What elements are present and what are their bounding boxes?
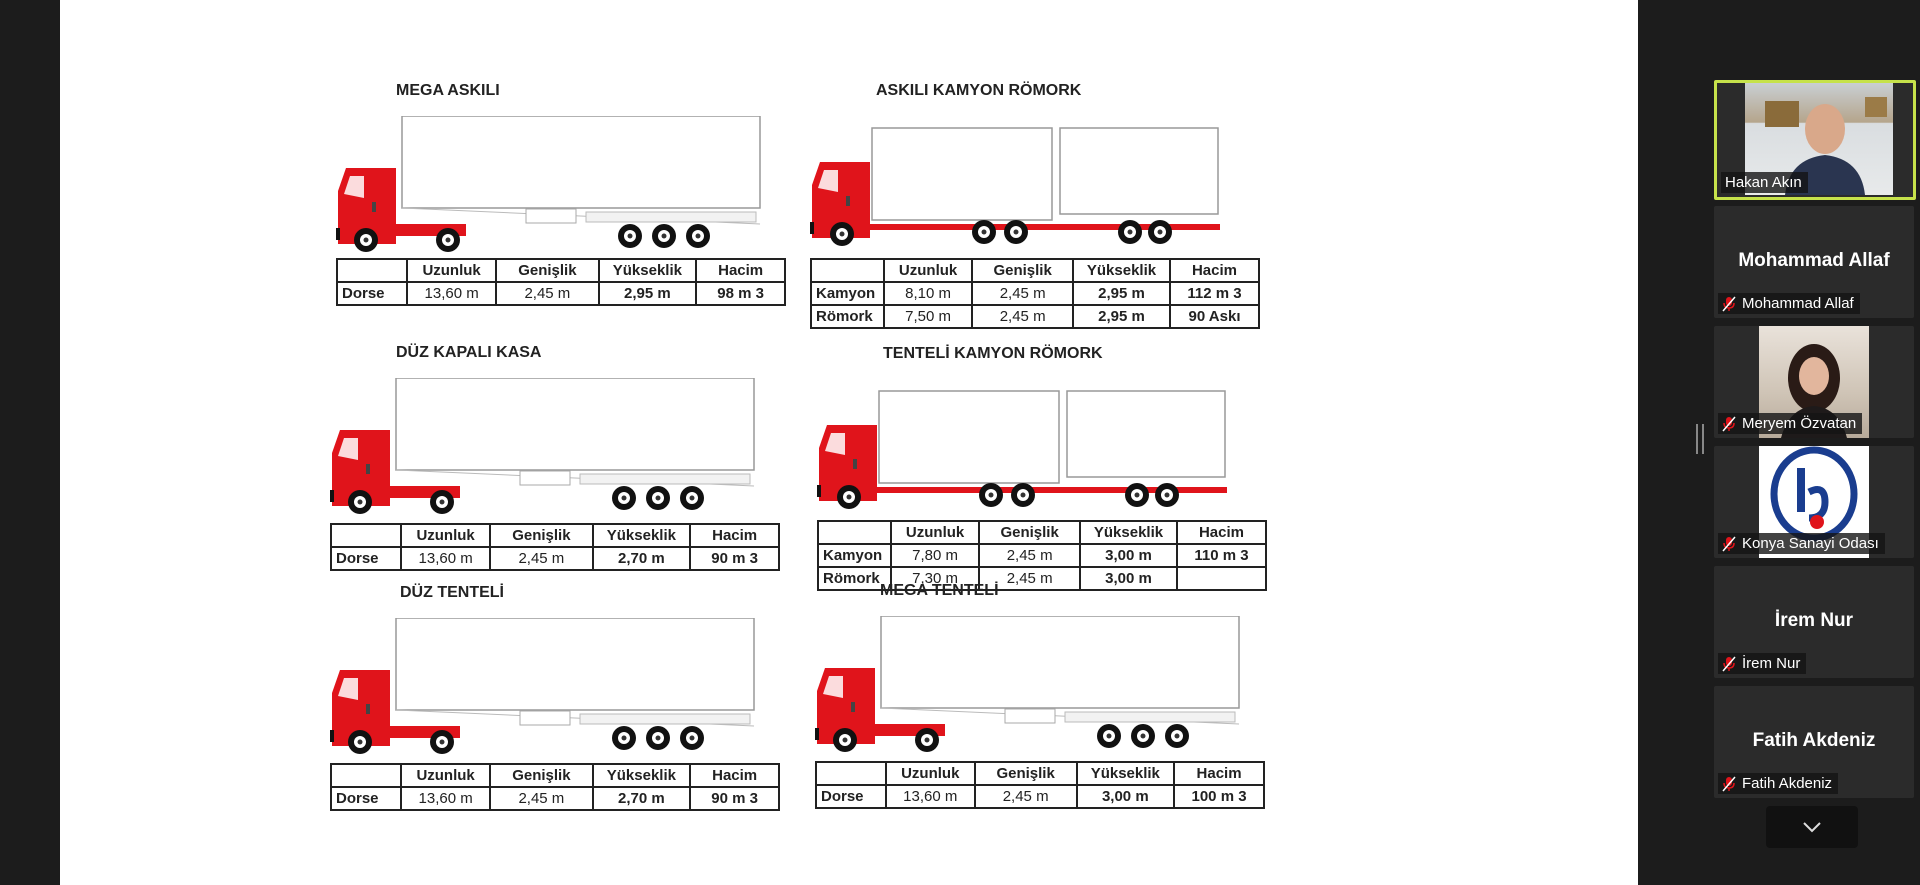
- truck-illustration: [330, 618, 760, 758]
- column-header: Genişlik: [490, 764, 592, 787]
- wheel: [833, 728, 857, 752]
- column-header: Hacim: [696, 259, 785, 282]
- wheel: [354, 228, 378, 252]
- wheel: [1155, 483, 1179, 507]
- trailer-box: [396, 618, 754, 710]
- truck-illustration: [330, 378, 760, 518]
- cell-value: 7,30 m: [891, 567, 979, 590]
- wheel: [837, 485, 861, 509]
- cell-value: 2,45 m: [979, 567, 1080, 590]
- trailer-box: [881, 616, 1239, 708]
- column-header: Genişlik: [496, 259, 598, 282]
- participant-name: Mohammad Allaf: [1742, 295, 1854, 312]
- cell-value: 90 m 3: [690, 547, 779, 570]
- column-header: Genişlik: [490, 524, 592, 547]
- cell-value: 2,70 m: [593, 787, 691, 810]
- participant-display-name: Fatih Akdeniz: [1752, 730, 1876, 751]
- cell-value: 2,45 m: [490, 787, 592, 810]
- row-label: Römork: [818, 567, 891, 590]
- column-header: Uzunluk: [401, 524, 490, 547]
- participant-tile[interactable]: [1714, 326, 1914, 438]
- wheel: [612, 486, 636, 510]
- wheel: [436, 228, 460, 252]
- truck-title: TENTELİ KAMYON RÖMORK: [883, 345, 1103, 362]
- column-header: Uzunluk: [891, 521, 979, 544]
- cell-value: 2,45 m: [975, 785, 1077, 808]
- wheel: [1165, 724, 1189, 748]
- trailer-box: [402, 116, 760, 208]
- wheel: [979, 483, 1003, 507]
- truck-title: ASKILI KAMYON RÖMORK: [876, 82, 1082, 99]
- column-header: Yükseklik: [1077, 762, 1175, 785]
- column-header: Hacim: [1177, 521, 1266, 544]
- column-header: Hacim: [690, 524, 779, 547]
- participant-tile[interactable]: [1714, 80, 1916, 200]
- column-header: Uzunluk: [886, 762, 975, 785]
- trailer-box: [1067, 391, 1225, 477]
- column-header: Hacim: [1174, 762, 1264, 785]
- column-header: Uzunluk: [407, 259, 496, 282]
- truck-body: [879, 391, 1059, 483]
- column-header: [331, 524, 401, 547]
- column-header: [337, 259, 407, 282]
- participants-panel: [1708, 0, 1920, 885]
- column-header: Hacim: [690, 764, 779, 787]
- participant-name-label: [1718, 533, 1885, 554]
- column-header: Hacim: [1170, 259, 1259, 282]
- table-row: [331, 547, 779, 570]
- wheel: [612, 726, 636, 750]
- spec-table: [817, 520, 1267, 591]
- wheel: [1148, 220, 1172, 244]
- cell-value: 2,70 m: [593, 547, 691, 570]
- cell-value: 7,80 m: [891, 544, 979, 567]
- cell-value: 7,50 m: [884, 305, 972, 328]
- row-label: Dorse: [337, 282, 407, 305]
- participant-name: Fatih Akdeniz: [1742, 775, 1833, 792]
- wheel: [830, 222, 854, 246]
- truck-title: DÜZ KAPALI KASA: [396, 344, 542, 361]
- wheel: [348, 490, 372, 514]
- cell-value: 8,10 m: [884, 282, 972, 305]
- cell-value: [1177, 567, 1266, 590]
- cell-value: 13,60 m: [401, 787, 490, 810]
- cell-value: 3,00 m: [1080, 567, 1177, 590]
- table-row: [337, 282, 785, 305]
- table-row: [811, 282, 1259, 305]
- wheel: [1131, 724, 1155, 748]
- shared-screen-slide: [60, 0, 1638, 885]
- cell-value: 90 m 3: [690, 787, 779, 810]
- wheel: [646, 486, 670, 510]
- participant-name-label: [1718, 773, 1838, 794]
- participant-name-label: [1718, 413, 1862, 434]
- row-label: Kamyon: [818, 544, 891, 567]
- column-header: Yükseklik: [593, 524, 691, 547]
- cell-value: 13,60 m: [401, 547, 490, 570]
- column-header: Uzunluk: [401, 764, 490, 787]
- wheel: [646, 726, 670, 750]
- cell-value: 112 m 3: [1170, 282, 1259, 305]
- column-header: Genişlik: [975, 762, 1077, 785]
- spec-table: [330, 523, 780, 571]
- trailer-box: [1060, 128, 1218, 214]
- participant-name: Hakan Akın: [1725, 174, 1802, 191]
- cell-value: 2,95 m: [599, 282, 697, 305]
- trailer-box: [396, 378, 754, 470]
- wheel: [1004, 220, 1028, 244]
- cell-value: 100 m 3: [1174, 785, 1264, 808]
- cell-value: 2,45 m: [490, 547, 592, 570]
- wheel: [652, 224, 676, 248]
- table-row: [818, 544, 1266, 567]
- column-header: Genişlik: [979, 521, 1080, 544]
- cell-value: 3,00 m: [1077, 785, 1175, 808]
- truck-body: [872, 128, 1052, 220]
- wheel: [348, 730, 372, 754]
- wheel: [972, 220, 996, 244]
- participant-tile[interactable]: [1714, 686, 1914, 798]
- cell-value: 2,45 m: [972, 282, 1073, 305]
- mic-muted-icon: [1722, 296, 1736, 312]
- truck-illustration: [810, 112, 1240, 252]
- show-more-participants-button[interactable]: [1766, 806, 1858, 848]
- column-header: [331, 764, 401, 787]
- participant-name: Meryem Özvatan: [1742, 415, 1857, 432]
- truck-illustration: [815, 616, 1245, 756]
- wheel: [680, 726, 704, 750]
- wheel: [1125, 483, 1149, 507]
- participant-name: Konya Sanayi Odası: [1742, 535, 1879, 552]
- row-label: Dorse: [816, 785, 886, 808]
- spec-table: [810, 258, 1260, 329]
- row-label: Dorse: [331, 787, 401, 810]
- mic-muted-icon: [1722, 776, 1736, 792]
- participant-name-label: [1718, 653, 1806, 674]
- participant-display-name: Mohammad Allaf: [1738, 250, 1890, 271]
- column-header: Yükseklik: [599, 259, 697, 282]
- truck-title: DÜZ TENTELİ: [400, 584, 504, 601]
- participant-display-name: İrem Nur: [1774, 610, 1854, 631]
- wheel: [915, 728, 939, 752]
- row-label: Kamyon: [811, 282, 884, 305]
- wheel: [1011, 483, 1035, 507]
- wheel: [430, 490, 454, 514]
- truck-title: MEGA ASKILI: [396, 82, 500, 99]
- wheel: [686, 224, 710, 248]
- truck-illustration: [817, 375, 1247, 515]
- participant-name: İrem Nur: [1742, 655, 1801, 672]
- mic-muted-icon: [1722, 416, 1736, 432]
- mic-muted-icon: [1722, 536, 1736, 552]
- participant-tile[interactable]: [1714, 206, 1914, 318]
- column-header: Genişlik: [972, 259, 1073, 282]
- column-header: Uzunluk: [884, 259, 972, 282]
- cell-value: 3,00 m: [1080, 544, 1177, 567]
- cell-value: 2,45 m: [972, 305, 1073, 328]
- cell-value: 13,60 m: [407, 282, 496, 305]
- spec-table: [330, 763, 780, 811]
- column-header: Yükseklik: [1073, 259, 1170, 282]
- table-row: [811, 305, 1259, 328]
- participant-name-label: [1718, 293, 1860, 314]
- truck-title: MEGA TENTELİ: [880, 582, 999, 599]
- column-header: [816, 762, 886, 785]
- participant-tile[interactable]: [1714, 446, 1914, 558]
- spec-table: [336, 258, 786, 306]
- cell-value: 98 m 3: [696, 282, 785, 305]
- wheel: [680, 486, 704, 510]
- spec-table: [815, 761, 1265, 809]
- wheel: [618, 224, 642, 248]
- column-header: Yükseklik: [1080, 521, 1177, 544]
- wheel: [430, 730, 454, 754]
- cell-value: 2,45 m: [496, 282, 598, 305]
- cell-value: 2,95 m: [1073, 282, 1170, 305]
- column-header: [818, 521, 891, 544]
- table-row: [816, 785, 1264, 808]
- column-header: Yükseklik: [593, 764, 691, 787]
- chevron-down-icon: [1766, 806, 1858, 848]
- row-label: Dorse: [331, 547, 401, 570]
- cell-value: 90 Askı: [1170, 305, 1259, 328]
- cell-value: 110 m 3: [1177, 544, 1266, 567]
- mic-muted-icon: [1722, 656, 1736, 672]
- cell-value: 2,45 m: [979, 544, 1080, 567]
- participant-tile[interactable]: [1714, 566, 1914, 678]
- column-header: [811, 259, 884, 282]
- panel-resize-handle[interactable]: [1696, 424, 1704, 454]
- wheel: [1097, 724, 1121, 748]
- participant-name-label: [1721, 172, 1808, 193]
- wheel: [1118, 220, 1142, 244]
- row-label: Römork: [811, 305, 884, 328]
- table-row: [331, 787, 779, 810]
- truck-illustration: [336, 116, 766, 256]
- cell-value: 2,95 m: [1073, 305, 1170, 328]
- cell-value: 13,60 m: [886, 785, 975, 808]
